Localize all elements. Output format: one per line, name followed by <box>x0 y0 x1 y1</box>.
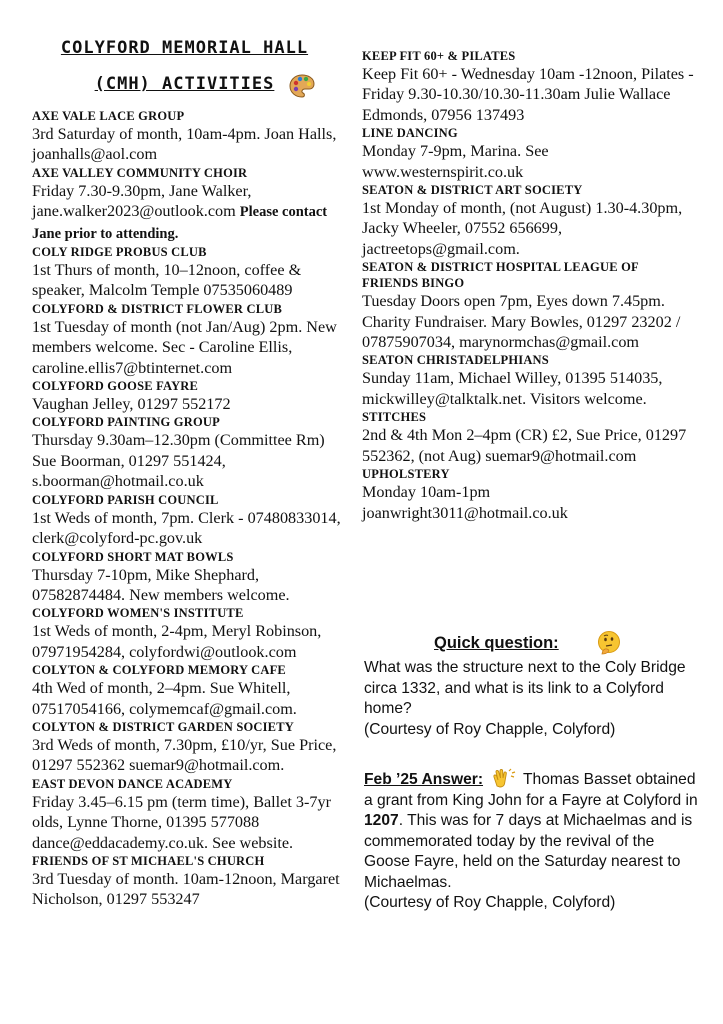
quick-question-text: What was the structure next to the Coly Bridge circa 1332, and what is its link to a Colyford home? <box>364 659 686 717</box>
group-name: FRIENDS OF ST MICHAEL'S CHURCH <box>32 853 265 868</box>
list-item <box>32 165 352 244</box>
group-details: Monday 7-9pm, Marina. See www.westernspirit.co.uk <box>362 142 549 181</box>
group-details: 2nd & 4th Mon 2–4pm (CR) £2, Sue Price, 01297 552362, (not Aug) suemar9@hotmail.com <box>362 426 687 465</box>
group-details-text: Friday 7.30-9.30pm, Jane Walker, jane.walker2023@outlook.com <box>32 181 252 221</box>
list-item <box>32 549 352 606</box>
list-item <box>32 853 352 910</box>
group-name: AXE VALLEY COMMUNITY CHOIR <box>32 165 248 180</box>
answer-text-start: Thomas Basset obtained a grant from King John for a Fayre at Colyford in <box>364 771 698 809</box>
group-details: 1st Weds of month, 2-4pm, Meryl Robinson, 07971954284, colyfordwi@outlook.com <box>32 622 322 661</box>
group-name: SEATON & DISTRICT ART SOCIETY <box>362 183 583 198</box>
group-details: 3rd Weds of month, 7.30pm, £10/yr, Sue Price, 01297 552362 suemar9@hotmail.com. <box>32 735 337 775</box>
group-details: Keep Fit 60+ - Wednesday 10am -12noon, Pilates - Friday 9.30-10.30/10.30-11.30am Julie Wallace Edmonds, 07956 137493 <box>362 65 694 124</box>
group-name: COLYFORD WOMEN'S INSTITUTE <box>32 606 244 621</box>
list-item <box>362 409 697 466</box>
group-details: 3rd Saturday of month, 10am-4pm. Joan Halls, joanhalls@aol.com <box>32 125 337 164</box>
answer-heading: Feb ’25 Answer: <box>364 771 484 788</box>
list-item <box>32 378 352 414</box>
list-item <box>32 605 352 662</box>
answer-credit: (Courtesy of Roy Chapple, Colyford) <box>364 894 616 911</box>
group-details: Vaughan Jelley, 01297 552172 <box>32 395 231 414</box>
group-details: Friday 3.45–6.15 pm (term time), Ballet 3-7yr olds, Lynne Thorne, 01395 577088 dance@eddacademy.co.uk. See website. <box>32 792 331 852</box>
group-details: 1st Weds of month, 7pm. Clerk - 07480833014, clerk@colyford-pc.gov.uk <box>32 508 341 548</box>
group-details: Tuesday Doors open 7pm, Eyes down 7.45pm. Charity Fundraiser. Mary Bowles, 01297 23202 / 07875907034, marynormchas@gmail.com <box>362 292 681 352</box>
list-item <box>362 182 697 259</box>
group-name: COLYTON & DISTRICT GARDEN SOCIETY <box>32 719 294 734</box>
group-details: 1st Monday of month, (not August) 1.30-4.30pm, Jacky Wheeler, 07552 656699, jactreetops@gmail.com. <box>362 199 683 258</box>
answer-text-end: . This was for 7 days at Michaelmas and is commemorated today by the revival of the Goose Fayre, held on the Saturday nearest to Michaelmas. <box>364 812 693 891</box>
group-name: AXE VALE LACE GROUP <box>32 109 185 123</box>
left-entries <box>32 108 352 910</box>
list-item <box>362 466 697 523</box>
group-name: COLYFORD PAINTING GROUP <box>32 415 220 430</box>
artist-palette-icon <box>288 72 316 100</box>
list-item <box>32 492 352 549</box>
list-item <box>32 301 352 378</box>
group-details: 3rd Tuesday of month. 10am-12noon, Margaret Nicholson, 01297 553247 <box>32 869 340 909</box>
group-note: Please contact Jane prior to attending. <box>32 204 328 242</box>
group-details <box>32 181 352 244</box>
group-name: SEATON CHRISTADELPHIANS <box>362 353 549 368</box>
group-details: 1st Thurs of month, 10–12noon, coffee & speaker, Malcolm Temple 07535060489 <box>32 261 302 300</box>
group-name: COLYFORD & DISTRICT FLOWER CLUB <box>32 301 282 316</box>
group-name: COLYFORD SHORT MAT BOWLS <box>32 549 234 564</box>
page-title-line-2: (CMH) ACTIVITIES <box>94 74 275 94</box>
group-name: LINE DANCING <box>362 126 458 141</box>
group-name: STITCHES <box>362 410 427 425</box>
quick-question <box>364 658 699 740</box>
group-details: 1st Tuesday of month (not Jan/Aug) 2pm. New members welcome. Sec - Caroline Ellis, caroline.ellis7@btinternet.com <box>32 317 337 377</box>
group-details: Thursday 9.30am–12.30pm (Committee Rm) Sue Boorman, 01297 551424, s.boorman@hotmail.co.uk <box>32 431 325 491</box>
group-name: COLYTON & COLYFORD MEMORY CAFE <box>32 663 286 678</box>
group-name: SEATON & DISTRICT HOSPITAL LEAGUE OF FRIENDS BINGO <box>362 260 639 291</box>
list-item <box>32 719 352 776</box>
list-item <box>32 414 352 491</box>
page-title-line-1: COLYFORD MEMORIAL HALL <box>60 38 309 58</box>
group-name: COLYFORD GOOSE FAYRE <box>32 379 199 394</box>
list-item <box>362 48 697 125</box>
thinking-face-icon <box>596 630 622 656</box>
group-details: Thursday 7-10pm, Mike Shephard, 07582874484. New members welcome. <box>32 565 290 604</box>
group-name: COLYFORD PARISH COUNCIL <box>32 492 219 507</box>
group-details: Monday 10am-1pm joanwright3011@hotmail.co.uk <box>362 483 568 522</box>
right-entries <box>362 48 697 523</box>
list-item <box>32 108 352 165</box>
list-item <box>32 776 352 853</box>
list-item <box>32 662 352 719</box>
list-item <box>362 352 697 409</box>
group-name: EAST DEVON DANCE ACADEMY <box>32 776 233 791</box>
group-name: UPHOLSTERY <box>362 467 450 482</box>
list-item <box>362 125 697 182</box>
group-name: COLY RIDGE PROBUS CLUB <box>32 245 207 260</box>
list-item <box>32 244 352 301</box>
quick-question-heading: Quick question: <box>434 634 559 652</box>
group-details: 4th Wed of month, 2–4pm. Sue Whitell, 07517054166, colymemcaf@gmail.com. <box>32 679 297 718</box>
answer-year: 1207 <box>364 812 399 829</box>
clapping-hands-icon <box>491 768 517 788</box>
quick-question-credit: (Courtesy of Roy Chapple, Colyford) <box>364 720 616 738</box>
list-item <box>362 259 697 352</box>
group-name: KEEP FIT 60+ & PILATES <box>362 49 516 63</box>
group-details: Sunday 11am, Michael Willey, 01395 514035, mickwilley@talktalk.net. Visitors welcome. <box>362 369 663 408</box>
answer-block <box>364 768 699 914</box>
